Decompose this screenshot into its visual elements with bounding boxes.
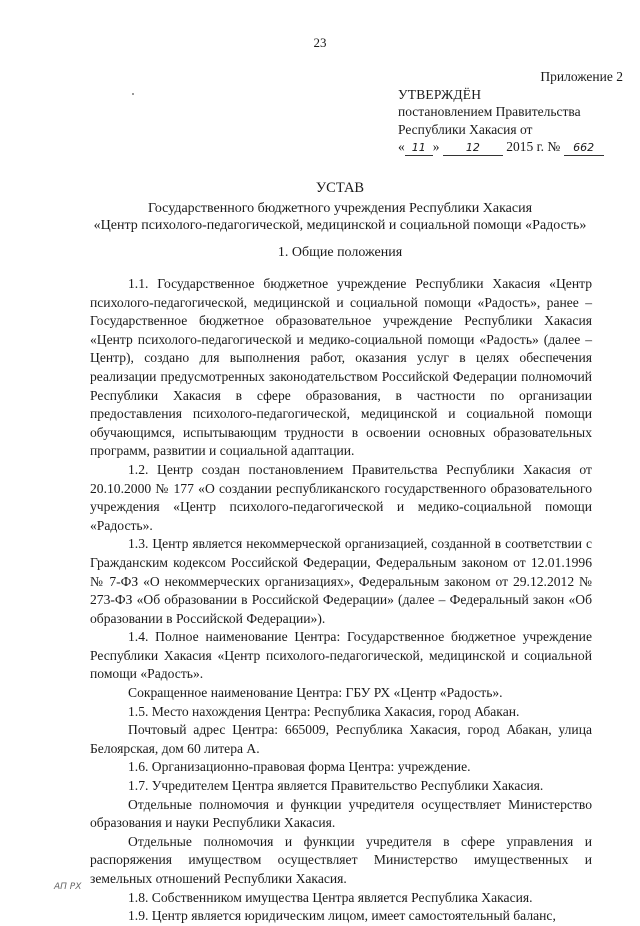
paragraph: Отдельные полномочия и функции учредителя осуществляет Министерство образования и науки Республики Хакасия. (90, 796, 592, 831)
corner-note: АП РХ (54, 882, 82, 892)
paragraph: 1.7. Учредителем Центра является Правительство Республики Хакасия. (128, 778, 544, 794)
paragraph: 1.4. Полное наименование Центра: Государственное бюджетное учреждение Республики Хакасия «Центр психолого-педагогической, медицинской и социальной помощи «Радость». (90, 629, 592, 682)
paragraph: 1.3. Центр является некоммерческой организацией, созданной в соответствии с Гражданским кодексом Российской Федерации, Федеральным законом от 12.01.1996 № 7-ФЗ «О некоммерческих организациях», Федеральным законом от 29.12.2012 № 273-ФЗ «Об образовании в Российской Федерации» (далее – Федеральный закон «Об образовании в Российской Федерации»). (90, 536, 592, 626)
document-title-block (60, 180, 620, 235)
approved-label: УТВЕРЖДЁН (398, 86, 482, 102)
document-title: УСТАВ (315, 180, 365, 196)
paragraph: 1.6. Организационно-правовая форма Центра: учреждение. (128, 759, 471, 775)
handwritten-month: 12 (443, 141, 503, 156)
approval-line-1: постановлением Правительства (398, 104, 581, 119)
approval-block (398, 68, 623, 156)
paragraph: Почтовый адрес Центра: 665009, Республика Хакасия, город Абакан, улица Белоярская, дом 60 литера А. (90, 722, 592, 756)
handwritten-day: 11 (405, 141, 433, 156)
paragraph: Отдельные полномочия и функции учредителя в сфере управления и распоряжения имуществом осуществляет Министерство имущественных и земельных отношений Республики Хакасия. (90, 833, 592, 886)
title-line-1: Государственного бюджетного учреждения Республики Хакасия (147, 200, 533, 216)
handwritten-number: 662 (564, 141, 604, 156)
year-text: 2015 г. № (506, 139, 561, 154)
title-line-2: «Центр психолого-педагогической, медицинской и социальной помощи «Радость» (93, 218, 587, 233)
approval-line-2: Республики Хакасия от (398, 121, 533, 137)
page-number: 23 (313, 35, 327, 50)
quote-close: » (432, 139, 440, 154)
quote-open: « (398, 139, 405, 154)
paragraph: 1.5. Место нахождения Центра: Республика Хакасия, город Абакан. (128, 703, 520, 719)
paragraph: Сокращенное наименование Центра: ГБУ РХ «Центр «Радость». (128, 685, 503, 701)
paragraph: 1.1. Государственное бюджетное учреждение Республики Хакасия «Центр психолого-педагогической, медицинской и социальной помощи «Радость», ранее – Государственное бюджетное образовательное учреждение Республики Хакасия «Центр психолого-педагогической и медико-социальной помощи «Радость» (далее – Центр), создано для выполнения работ, оказания услуг в целях обеспечения реализации предусмотренных законодательством Российской Федерации полномочий Республики Хакасия в сфере образования, в частности по организации предоставления психолого-педагогической, медицинской и социальной помощи обучающимся, испытывающим трудности в освоении основных образовательных программ, развитии и социальной адаптации. (90, 276, 592, 459)
approval-dateline (398, 138, 623, 156)
section-heading: 1. Общие положения (277, 245, 403, 260)
annex-label: Приложение 2 (540, 69, 623, 84)
paragraph: 1.2. Центр создан постановлением Правительства Республики Хакасия от 20.10.2000 № 177 «О создании республиканского государственного образовательного учреждения «Центр психолого-педагогической и медико-социальной помощи «Радость». (90, 461, 592, 533)
body-text (90, 275, 592, 926)
stray-mark (132, 93, 134, 95)
paragraph: 1.9. Центр является юридическим лицом, имеет самостоятельный баланс, (128, 908, 556, 924)
paragraph: 1.8. Собственником имущества Центра является Республика Хакасия. (128, 889, 533, 905)
